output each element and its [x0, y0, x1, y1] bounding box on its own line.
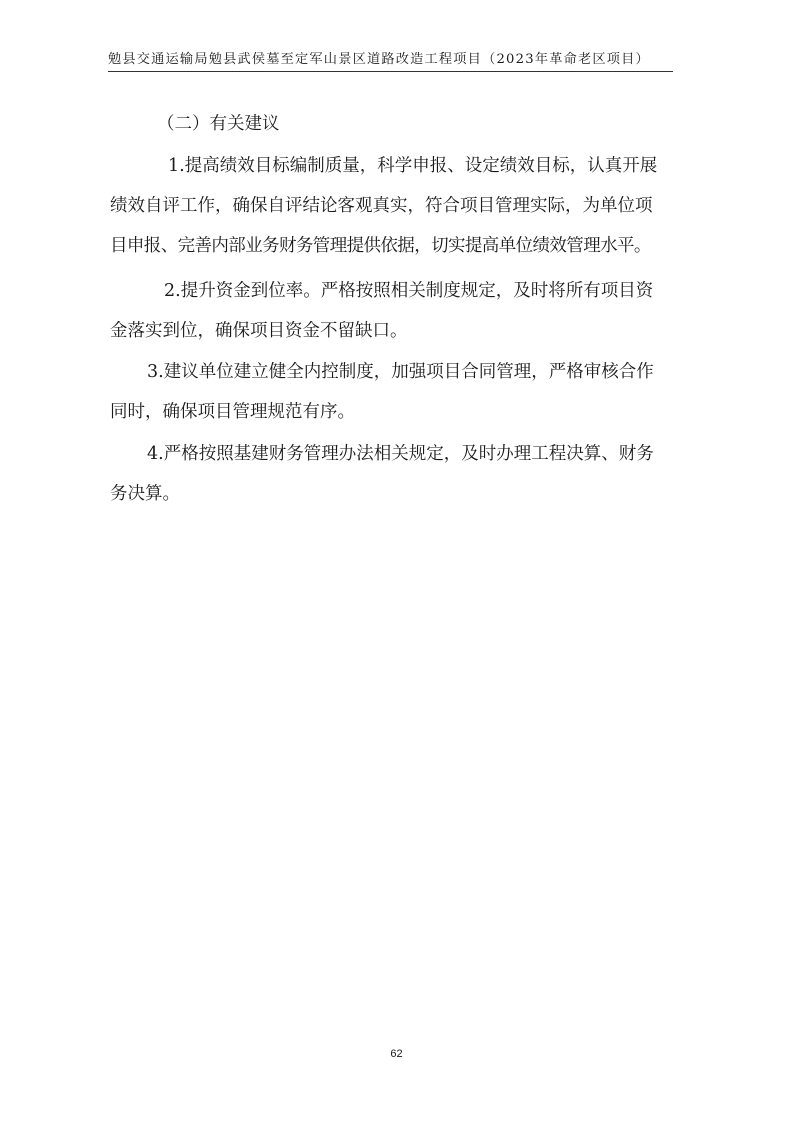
header-rule — [108, 71, 673, 72]
paragraph-line: 1.提高绩效目标编制质量，科学申报、设定绩效目标，认真开展 — [168, 156, 658, 176]
paragraph-line: 金落实到位，确保项目资金不留缺口。 — [110, 321, 408, 341]
paragraph-4 — [110, 434, 694, 514]
paragraph-line: 绩效自评工作，确保自评结论客观真实，符合项目管理实际，为单位项 — [110, 196, 653, 216]
paragraph-line: 3.建议单位建立健全内控制度，加强项目合同管理，严格审核合作 — [147, 362, 654, 382]
paragraph-line: 目申报、完善内部业务财务管理提供依据，切实提高单位绩效管理水平。 — [110, 236, 651, 256]
page-number: 62 — [390, 1048, 403, 1060]
paragraph-2 — [110, 271, 694, 351]
paragraph-line: 4.严格按照基建财务管理办法相关规定，及时办理工程决算、财务 — [147, 444, 654, 464]
paragraph-3 — [110, 352, 694, 432]
paragraph-line: 同时，确保项目管理规范有序。 — [110, 402, 355, 422]
running-header: 勉县交通运输局勉县武侯墓至定军山景区道路改造工程项目（2023年革命老区项目） — [108, 52, 650, 67]
paragraph-line: 2.提升资金到位率。严格按照相关制度规定，及时将所有项目资 — [164, 281, 654, 301]
section-heading: （二）有关建议 — [157, 114, 280, 134]
paragraph-line: 务决算。 — [110, 484, 180, 504]
paragraph-1 — [110, 146, 694, 266]
